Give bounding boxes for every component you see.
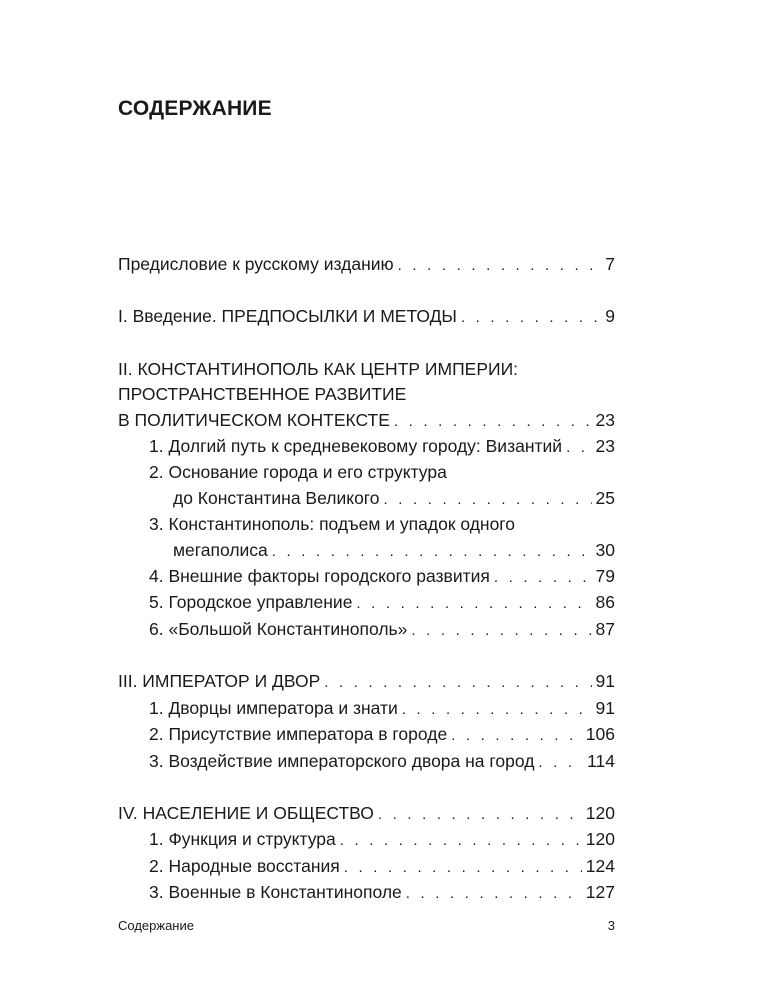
toc-entry-page: 120: [585, 829, 615, 850]
toc-subentry[interactable]: [118, 880, 615, 906]
toc-entry-title: I. Введение. ПРЕДПОСЫЛКИ И МЕТОДЫ: [118, 306, 457, 327]
dot-leader: [384, 487, 592, 512]
toc-subentry[interactable]: [118, 696, 615, 722]
dot-leader: [272, 539, 592, 564]
toc-entry-page: 87: [595, 618, 615, 639]
dot-leader: [538, 750, 583, 775]
toc-entry-title: 2. Присутствие императора в городе: [149, 724, 448, 745]
toc-entry-title: мегаполиса: [173, 539, 268, 560]
toc-entry-title: III. ИМПЕРАТОР И ДВОР: [118, 671, 321, 692]
toc-entry-title: 6. «Большой Константинополь»: [149, 618, 408, 639]
dot-leader: [406, 881, 582, 906]
toc-subentry[interactable]: [118, 827, 615, 853]
page-number: 3: [607, 918, 615, 933]
table-of-contents: [118, 252, 615, 933]
dot-leader: [340, 828, 582, 853]
chapter-2-title-line-1[interactable]: II. КОНСТАНТИНОПОЛЬ КАК ЦЕНТР ИМПЕРИИ:: [118, 358, 519, 379]
toc-group-chapter-3: [118, 669, 615, 775]
toc-entry-title: IV. НАСЕЛЕНИЕ И ОБЩЕСТВО: [118, 802, 374, 823]
toc-group-chapter-2: [118, 357, 615, 643]
dot-leader: [378, 802, 582, 827]
dot-leader: [402, 697, 592, 722]
toc-entry-title: 3. Воздействие императорского двора на город: [149, 750, 535, 771]
toc-entry[interactable]: [118, 304, 615, 330]
toc-group-chapter-4: [118, 801, 615, 907]
dot-leader: [494, 565, 592, 590]
dot-leader: [398, 253, 602, 278]
toc-group-preface: [118, 252, 615, 278]
toc-entry-page: 124: [585, 855, 615, 876]
toc-entry-title: 3. Военные в Константинополе: [149, 882, 402, 903]
toc-entry-title: 5. Городское управление: [149, 592, 353, 613]
toc-entry-title: 1. Долгий путь к средневековому городу: Византий: [149, 436, 563, 457]
toc-subentry[interactable]: [118, 722, 615, 748]
toc-entry-page: 9: [605, 306, 615, 327]
toc-entry-page: 91: [595, 697, 615, 718]
toc-entry[interactable]: [118, 801, 615, 827]
dot-leader: [461, 305, 601, 330]
toc-entry-page: 86: [595, 592, 615, 613]
toc-entry[interactable]: [118, 408, 615, 434]
toc-entry[interactable]: [118, 669, 615, 695]
toc-entry-page: 25: [595, 487, 615, 508]
toc-subentry[interactable]: [118, 590, 615, 616]
toc-entry-page: 114: [587, 750, 615, 771]
toc-subentry-line-1[interactable]: 2. Основание города и его структура: [149, 462, 447, 483]
toc-entry-title: 4. Внешние факторы городского развития: [149, 566, 490, 587]
toc-subentry[interactable]: [118, 617, 615, 643]
dot-leader: [411, 618, 591, 643]
toc-entry-page: 23: [595, 409, 615, 430]
toc-entry-page: 91: [595, 671, 615, 692]
toc-entry-title: Предисловие к русскому изданию: [118, 254, 394, 274]
toc-entry-title: 1. Дворцы императора и знати: [149, 697, 398, 718]
dot-leader: [344, 855, 582, 880]
toc-subentry[interactable]: [118, 486, 615, 512]
toc-entry[interactable]: [118, 252, 615, 278]
toc-entry-page: 23: [595, 436, 615, 457]
toc-entry-page: 106: [585, 724, 615, 745]
toc-group-intro: [118, 304, 615, 330]
toc-entry-page: 127: [585, 882, 615, 903]
dot-leader: [451, 723, 582, 748]
toc-entry-title: 1. Функция и структура: [149, 829, 336, 850]
running-footer: Содержание: [118, 918, 194, 933]
toc-subentry-line-1[interactable]: 3. Константинополь: подъем и упадок одного: [149, 514, 516, 535]
toc-entry-page: 120: [585, 802, 615, 823]
page-title: СОДЕРЖАНИЕ: [118, 97, 272, 120]
dot-leader: [356, 591, 591, 616]
toc-subentry[interactable]: [118, 854, 615, 880]
toc-entry-page: 30: [595, 539, 615, 560]
toc-entry-page: 79: [595, 566, 615, 587]
dot-leader: [324, 670, 591, 695]
toc-entry-title: 2. Народные восстания: [149, 855, 340, 876]
chapter-2-title-line-2[interactable]: ПРОСТРАНСТВЕННОЕ РАЗВИТИЕ: [118, 384, 407, 405]
dot-leader: [566, 435, 591, 460]
toc-entry-title: до Константина Великого: [173, 487, 380, 508]
toc-subentry[interactable]: [118, 564, 615, 590]
dot-leader: [394, 409, 592, 434]
toc-subentry[interactable]: [118, 434, 615, 460]
chapter-2-title-line-3: В ПОЛИТИЧЕСКОМ КОНТЕКСТЕ: [118, 409, 390, 430]
toc-subentry[interactable]: [118, 538, 615, 564]
toc-entry-page: 7: [605, 254, 615, 274]
toc-subentry[interactable]: [118, 749, 615, 775]
